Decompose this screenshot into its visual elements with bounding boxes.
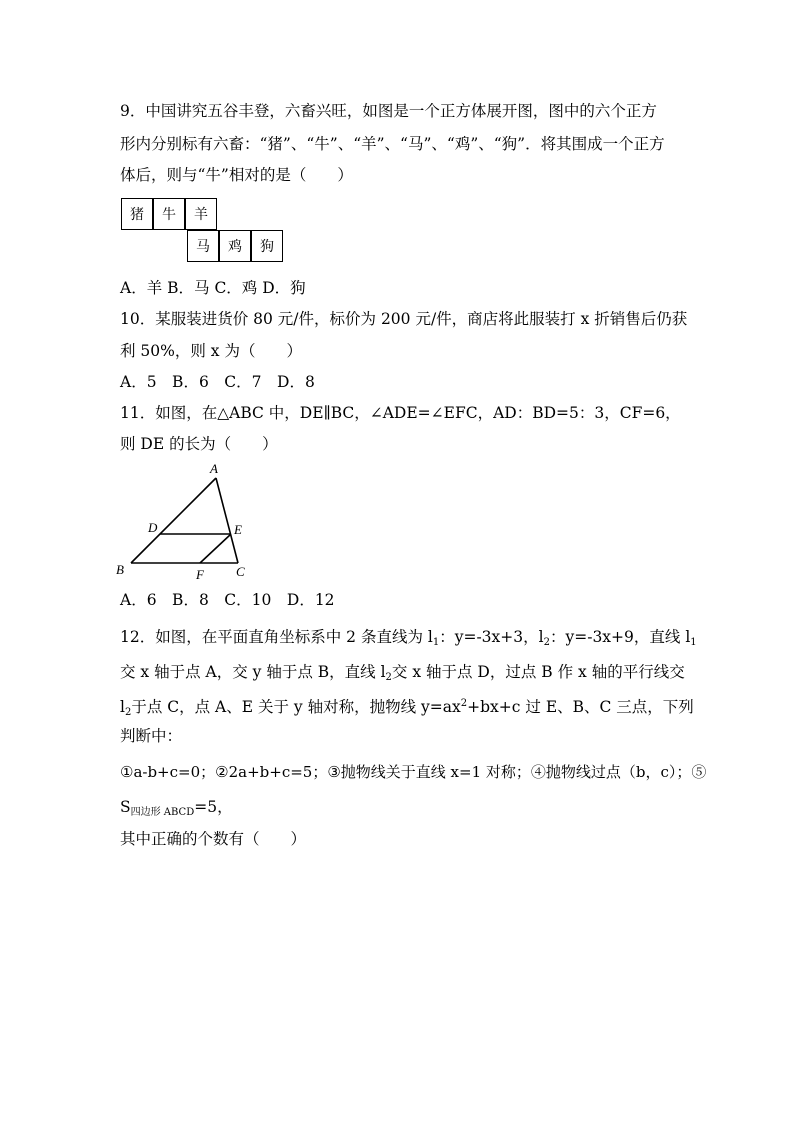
label-d: D [148, 520, 158, 535]
net-cell-horse: 马 [187, 230, 219, 262]
net-cell-sheep: 羊 [185, 198, 217, 230]
segment-ef [200, 534, 231, 563]
q9-options: A．羊 B．马 C．鸡 D．狗 [120, 279, 306, 297]
q11-options: A．6 B．8 C．10 D．12 [120, 591, 335, 609]
net-cell-ox: 牛 [153, 198, 185, 230]
label-e: E [234, 522, 242, 537]
q12-line-2: 交 x 轴于点 A，交 y 轴于点 B，直线 $l_2$交 x 轴于点 D，过点 B 作 x 轴的平行线交 [120, 663, 685, 683]
q10-line-1: 10．某服装进货价 80 元/件，标价为 200 元/件，商店将此服装打 x 折销售后仍获 [120, 310, 688, 328]
q12-line-6: $S_{四边形 ABCD}=5$， [120, 798, 233, 818]
q11-line-1: 11．如图，在△ABC 中，DE∥BC，∠ADE=∠EFC，AD：BD=5：3，CF=6， [120, 404, 681, 422]
q12-line-5: ①a-b+c=0；②2a+b+c=5；③抛物线关于直线 x=1 对称；④抛物线过点（b，c）；⑤ [120, 763, 707, 781]
q12-line-1: 12．如图，在平面直角坐标系中 2 条直线为 $l_1$：y=-3x+3，$l_2$：y=-3x+9，直线 $l_1$ [120, 628, 697, 648]
q9-line-3: 体后，则与“牛”相对的是（ ） [120, 166, 353, 184]
label-c: C [236, 564, 245, 579]
label-b: B [116, 562, 124, 577]
q12-line-3: $l_2$于点 C，点 A、E 关于 y 轴对称，抛物线 $y=ax^2+bx+c$ 过 E、B、C 三点，下列 [120, 698, 694, 718]
q10-options: A．5 B．6 C．7 D．8 [120, 373, 315, 391]
q12-line-7: 其中正确的个数有（ ） [120, 830, 307, 848]
q9-line-1: 9．中国讲究五谷丰登，六畜兴旺，如图是一个正方体展开图，图中的六个正方 [120, 102, 657, 120]
segment-ac [216, 478, 238, 563]
q12-line-4: 判断中： [120, 727, 183, 745]
q9-line-2: 形内分别标有六畜：“猪”、“牛”、“羊”、“马”、“鸡”、“狗”．将其围成一个正方 [120, 135, 665, 153]
triangle-figure [112, 458, 262, 584]
label-f: F [196, 567, 204, 582]
label-a: A [210, 461, 218, 476]
net-cell-dog: 狗 [251, 230, 283, 262]
segment-ab [131, 478, 216, 563]
q11-line-2: 则 DE 的长为（ ） [120, 435, 278, 453]
net-cell-pig: 猪 [121, 198, 153, 230]
net-cell-chicken: 鸡 [219, 230, 251, 262]
q10-line-2: 利 50%，则 x 为（ ） [120, 342, 302, 360]
